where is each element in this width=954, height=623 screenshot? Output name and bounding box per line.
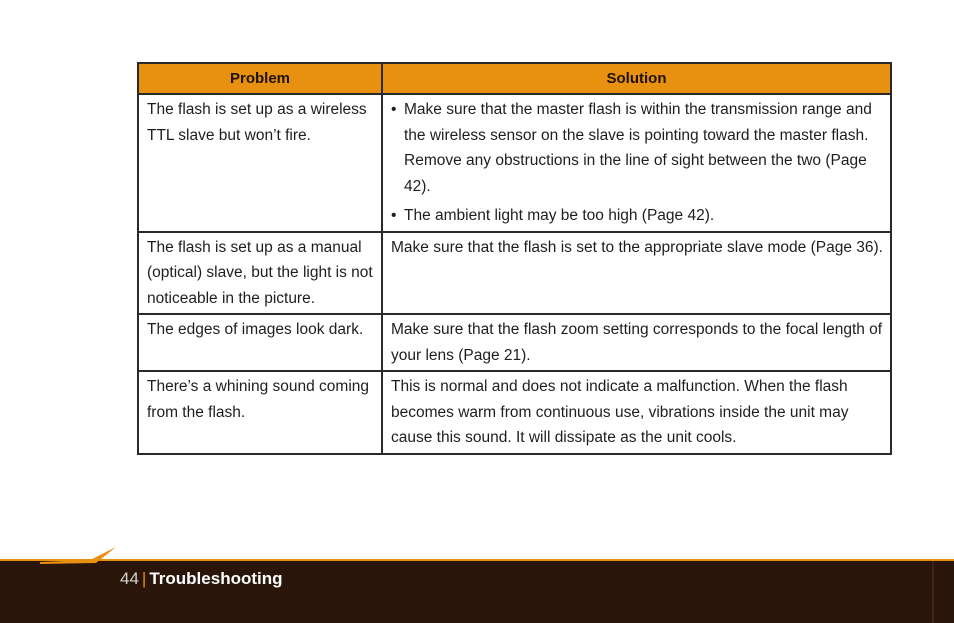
table-row bbox=[138, 94, 891, 232]
swoosh-decoration-icon bbox=[40, 545, 120, 569]
solution-cell: This is normal and does not indicate a malfunction. When the flash becomes warm from continuous use, vibrations inside the unit may cause this sound. It will dissipate as the unit cools. bbox=[382, 371, 891, 454]
solution-bullet: • The ambient light may be too high (Page 42). bbox=[391, 203, 884, 229]
footer-divider bbox=[932, 561, 934, 623]
solution-cell: Make sure that the flash zoom setting corresponds to the focal length of your lens (Page 21). bbox=[382, 314, 891, 371]
solution-cell: Make sure that the flash is set to the appropriate slave mode (Page 36). bbox=[382, 232, 891, 315]
table-row bbox=[138, 232, 891, 315]
problem-cell: The flash is set up as a wireless TTL slave but won’t fire. bbox=[138, 94, 382, 232]
troubleshooting-table bbox=[137, 62, 892, 455]
footer-label bbox=[120, 568, 283, 590]
problem-cell: The edges of images look dark. bbox=[138, 314, 382, 371]
solution-column-header: Solution bbox=[382, 63, 891, 94]
page-number: 44 bbox=[120, 569, 139, 588]
problem-column-header: Problem bbox=[138, 63, 382, 94]
section-title: Troubleshooting bbox=[149, 569, 283, 588]
footer-separator: | bbox=[141, 569, 147, 588]
table-row bbox=[138, 371, 891, 454]
problem-cell: There’s a whining sound coming from the flash. bbox=[138, 371, 382, 454]
solution-bullet-list bbox=[391, 97, 884, 229]
table-header-row bbox=[138, 63, 891, 94]
table-row bbox=[138, 314, 891, 371]
problem-cell: The flash is set up as a manual (optical) slave, but the light is not noticeable in the picture. bbox=[138, 232, 382, 315]
solution-cell bbox=[382, 94, 891, 232]
solution-bullet: • Make sure that the master flash is within the transmission range and the wireless sensor on the slave is pointing toward the master flash. Remove any obstructions in the line of sight between the two (Page 42). bbox=[391, 97, 884, 199]
